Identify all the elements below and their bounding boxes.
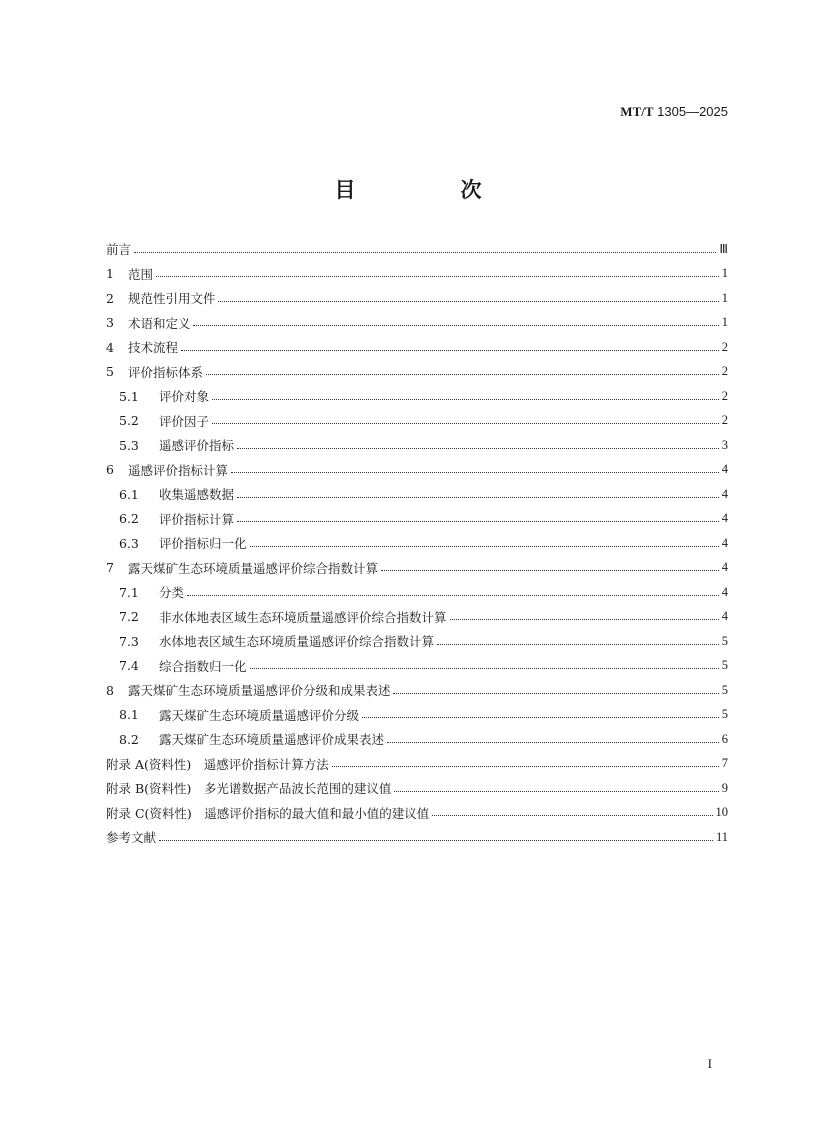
toc-entry-number: 3 [106,315,114,331]
toc-dot-leader [159,840,713,841]
toc-entry[interactable] [106,458,728,483]
toc-entry-page: Ⅲ [719,242,728,257]
page-number: I [707,1056,712,1071]
toc-entry-page: 4 [721,609,728,624]
toc-entry[interactable] [106,335,728,360]
toc-entry-number: 8.2 [119,731,139,747]
toc-entry-number: 2 [106,290,114,306]
toc-dot-leader [432,815,712,816]
toc-entry-number: 5.3 [119,437,139,453]
toc-dot-leader [193,325,718,326]
toc-entry-number: 8.1 [119,707,139,723]
toc-entry-title: 非水体地表区域生态环境质量遥感评价综合指数计算 [159,609,447,625]
toc-entry-number: 4 [106,339,114,355]
toc-entry-title: 露天煤矿生态环境质量遥感评价分级和成果表述 [127,683,391,699]
toc-entry[interactable] [106,433,728,458]
toc-entry-number: 7.1 [119,584,139,600]
toc-entry-page: 4 [721,535,728,550]
toc-entry-page: 5 [721,682,728,697]
toc-entry-number: 5 [106,364,114,380]
toc-entry[interactable] [106,384,728,409]
standard-code [620,104,728,120]
toc-dot-leader [250,546,719,547]
toc-dot-leader [237,521,719,522]
toc-entry-number: 5.1 [119,388,139,404]
toc-entry[interactable] [106,311,728,336]
toc-entry-page: 3 [721,437,728,452]
toc-entry[interactable] [106,531,728,556]
toc-entry-title: 评价指标体系 [127,364,203,380]
toc-dot-leader [206,374,719,375]
toc-entry-title: 附录 B(资料性) 多光谱数据产品波长范围的建议值 [106,781,392,797]
toc-dot-leader [381,570,719,571]
toc-entry-title: 收集遥感数据 [159,487,235,503]
toc-dot-leader [250,668,719,669]
toc-entry-page: 4 [721,560,728,575]
toc-entry-page: 1 [721,290,728,305]
toc-dot-leader [237,448,719,449]
toc-dot-leader [437,644,719,645]
toc-entry-number: 1 [106,266,114,282]
toc-entry-title: 遥感评价指标 [159,438,235,454]
standard-number: 1305—2025 [657,104,728,119]
toc-entry-page: 6 [721,731,728,746]
toc-entry-page: 5 [721,633,728,648]
toc-entry[interactable] [106,776,728,801]
toc-entry-page: 4 [721,486,728,501]
toc-entry[interactable] [106,727,728,752]
toc-entry-number: 6.1 [119,486,139,502]
toc-dot-leader [218,301,718,302]
toc-dot-leader [156,276,719,277]
toc-dot-leader [231,472,719,473]
toc-entry-page: 1 [721,266,728,281]
toc-entry[interactable] [106,678,728,703]
page-title: 目 次 [334,177,524,202]
toc-entry-page: 2 [721,339,728,354]
toc-entry-number: 7.2 [119,609,139,625]
toc-entry[interactable] [106,262,728,287]
toc-entry-page: 2 [721,388,728,403]
toc-entry-page: 7 [721,756,728,771]
toc-entry[interactable] [106,825,728,850]
toc-dot-leader [134,252,716,253]
toc-entry-number: 5.2 [119,413,139,429]
toc-entry-number: 6 [106,462,114,478]
toc-entry-page: 5 [721,707,728,722]
toc-entry[interactable] [106,801,728,826]
toc-entry[interactable] [106,580,728,605]
toc-entry[interactable] [106,360,728,385]
toc-dot-leader [362,717,719,718]
toc-entry-page: 5 [721,658,728,673]
toc-entry-title: 规范性引用文件 [127,291,216,307]
toc-entry[interactable] [106,605,728,630]
toc-entry-page: 2 [721,413,728,428]
toc-entry-page: 4 [721,584,728,599]
toc-entry-title: 评价对象 [159,389,210,405]
toc-entry[interactable] [106,752,728,777]
toc-entry-title: 露天煤矿生态环境质量遥感评价成果表述 [159,732,385,748]
toc-entry-title: 范围 [127,266,153,282]
toc-entry[interactable] [106,409,728,434]
toc-entry-title: 遥感评价指标计算 [127,462,228,478]
toc-entry[interactable] [106,507,728,532]
toc-dot-leader [187,595,719,596]
toc-entry-number: 7.4 [119,658,139,674]
toc-entry-title: 附录 C(资料性) 遥感评价指标的最大值和最小值的建议值 [106,805,430,821]
toc-entry[interactable] [106,482,728,507]
toc-dot-leader [387,742,719,743]
toc-dot-leader [212,399,719,400]
toc-entry-title: 露天煤矿生态环境质量遥感评价分级 [159,707,360,723]
toc-dot-leader [237,497,719,498]
toc-entry[interactable] [106,556,728,581]
toc-dot-leader [394,791,718,792]
toc-entry-title: 前言 [106,242,132,258]
toc-entry-number: 8 [106,682,114,698]
toc-dot-leader [181,350,719,351]
toc-entry-page: 11 [715,829,728,844]
table-of-contents [106,237,728,850]
toc-dot-leader [212,423,719,424]
toc-dot-leader [332,766,719,767]
toc-entry-title: 评价指标归一化 [159,536,247,552]
toc-entry-title: 参考文献 [106,830,157,846]
toc-dot-leader [393,693,718,694]
toc-entry[interactable] [106,286,728,311]
toc-entry-page: 2 [721,364,728,379]
toc-entry-number: 7 [106,560,114,576]
toc-entry-number: 6.2 [119,511,139,527]
toc-entry-page: 9 [721,780,728,795]
standard-prefix: MT/T [620,104,654,119]
toc-entry-number: 6.3 [119,535,139,551]
toc-entry-number: 7.3 [119,633,139,649]
toc-entry[interactable] [106,703,728,728]
toc-entry-page: 4 [721,511,728,526]
toc-entry-page: 10 [715,805,728,820]
toc-entry-page: 4 [721,462,728,477]
toc-entry-title: 露天煤矿生态环境质量遥感评价综合指数计算 [127,560,378,576]
toc-entry[interactable] [106,629,728,654]
toc-entry-title: 评价因子 [159,413,210,429]
toc-entry[interactable] [106,237,728,262]
toc-entry-title: 综合指数归一化 [159,658,247,674]
toc-entry-title: 附录 A(资料性) 遥感评价指标计算方法 [106,756,329,772]
toc-entry-title: 评价指标计算 [159,511,235,527]
toc-entry-title: 技术流程 [127,340,178,356]
toc-entry[interactable] [106,654,728,679]
toc-entry-title: 术语和定义 [127,315,191,331]
toc-entry-page: 1 [721,315,728,330]
toc-entry-title: 分类 [159,585,185,601]
toc-dot-leader [450,619,719,620]
toc-entry-title: 水体地表区域生态环境质量遥感评价综合指数计算 [159,634,435,650]
